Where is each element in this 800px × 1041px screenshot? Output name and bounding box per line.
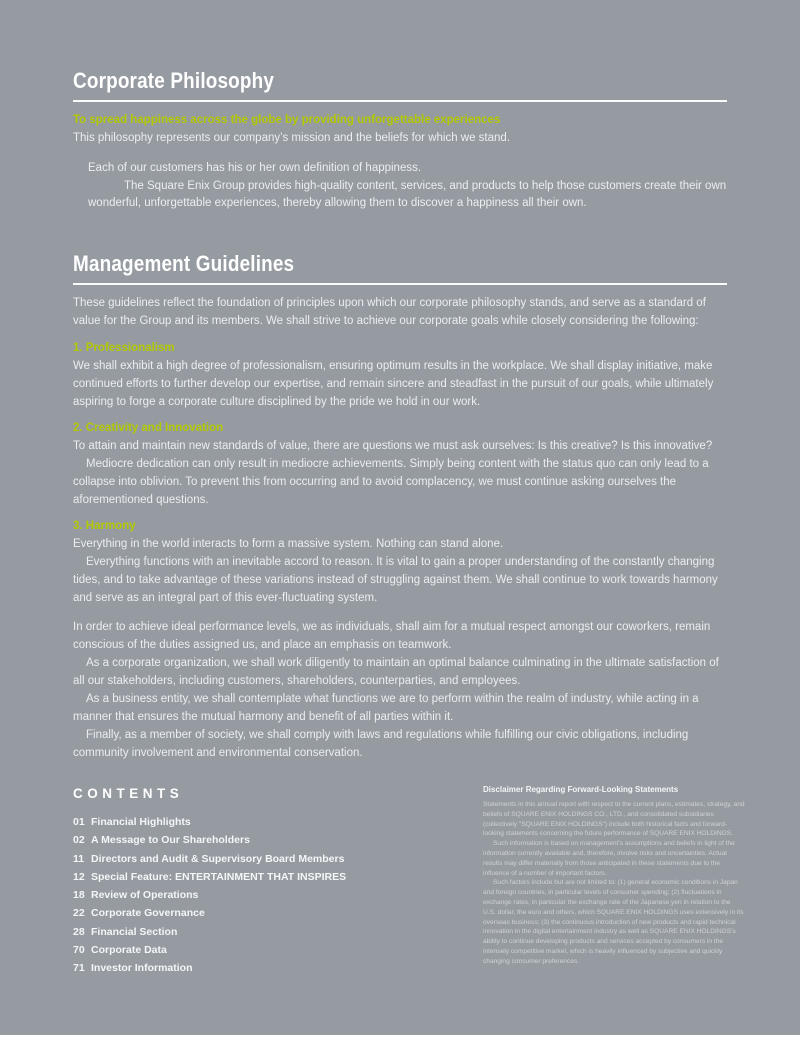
contents-item-label: Financial Section bbox=[91, 925, 178, 938]
disclaimer-title: Disclaimer Regarding Forward-Looking Statements bbox=[483, 785, 679, 794]
contents-item bbox=[73, 959, 453, 977]
corporate-philosophy-section bbox=[73, 68, 727, 213]
philosophy-subtitle: This philosophy represents our company’s mission and the beliefs for which we stand. bbox=[73, 132, 511, 144]
contents-item bbox=[73, 941, 453, 959]
contents-item bbox=[73, 831, 453, 849]
disclaimer-paragraph: Statements in this annual report with respect to the current plans, estimates, strategy, and beliefs of SQUARE ENIX HOLDINGS CO., LTD., and consolidated subsidiaries (collectively "SQUARE ENIX HOLDINGS") include both historical facts and forward-looking statements concerning the future performance of SQUARE ENIX HOLDINGS. bbox=[483, 801, 745, 838]
disclaimer-section bbox=[483, 785, 745, 967]
contents-section bbox=[73, 786, 453, 978]
guidelines-closing bbox=[73, 618, 727, 762]
contents-item-label: Financial Highlights bbox=[91, 816, 191, 828]
guideline-section bbox=[73, 517, 727, 607]
section-divider bbox=[73, 100, 727, 102]
contents-item bbox=[73, 886, 453, 904]
philosophy-tagline: To spread happiness across the globe by providing unforgettable experiences bbox=[73, 114, 501, 126]
closing-paragraph: As a business entity, we shall contemplate what functions we are to perform within the realm of industry, while acting in a manner that ensures the mutual harmony and benefit of all parties within it. bbox=[73, 693, 699, 723]
contents-item-label: Investor Information bbox=[91, 962, 193, 975]
contents-item-label: A Message to Our Shareholders bbox=[91, 834, 250, 847]
guideline-sections bbox=[73, 339, 727, 607]
closing-paragraph: In order to achieve ideal performance levels, we as individuals, shall aim for a mutual respect amongst our coworkers, remain conscious of the duties assigned us, and place an emphasis on teamwork. bbox=[73, 621, 711, 651]
contents-item-page-number: 70 bbox=[73, 944, 85, 957]
contents-item-label: Special Feature: ENTERTAINMENT THAT INSPIRES bbox=[91, 870, 347, 883]
contents-item bbox=[73, 850, 453, 868]
contents-item-label: Corporate Data bbox=[91, 944, 167, 957]
contents-item-label: Review of Operations bbox=[91, 889, 199, 902]
contents-item-label: Corporate Governance bbox=[91, 907, 205, 920]
page-bottom-strip bbox=[0, 1035, 800, 1041]
philosophy-body bbox=[88, 160, 727, 213]
disclaimer-body bbox=[483, 800, 745, 967]
guideline-section bbox=[73, 339, 727, 411]
contents-item-label: Directors and Audit & Supervisory Board Members bbox=[91, 852, 345, 865]
guideline-paragraph: We shall exhibit a high degree of professionalism, ensuring optimum results in the workplace. We shall display initiative, make continued efforts to further develop our expertise, and remain sincere and steadfast in the pursuit of our goals, while ultimately aspiring to forge a corporate culture disciplined by the pride we hold in our work. bbox=[73, 360, 714, 408]
contents-item-page-number: 22 bbox=[73, 907, 85, 920]
contents-item bbox=[73, 923, 453, 941]
disclaimer-paragraph: Such information is based on management’s assumptions and beliefs in light of the information currently available and, therefore, involve risks and uncertainties. Actual results may differ materially from those anticipated in these statements due to the influence of a number of important factors. bbox=[483, 840, 735, 877]
contents-item-page-number: 11 bbox=[73, 852, 85, 865]
contents-item bbox=[73, 904, 453, 922]
section-divider bbox=[73, 283, 727, 285]
contents-item-page-number: 12 bbox=[73, 870, 85, 883]
contents-item-page-number: 18 bbox=[73, 889, 85, 902]
guideline-paragraph: Everything functions with an inevitable accord to reason. It is vital to gain a proper understanding of the constantly changing tides, and to take advantage of these variations instead of struggling against them. We shall continue to work towards harmony and serve as an integral part of this ever-fluctuating system. bbox=[73, 556, 718, 604]
guideline-paragraph: Mediocre dedication can only result in mediocre achievements. Simply being content with the status quo can only lead to a collapse into oblivion. To prevent this from occurring and to avoid complacency, we must continue asking ourselves the aforementioned questions. bbox=[73, 458, 709, 506]
philosophy-body-first-line: Each of our customers has his or her own definition of happiness. bbox=[88, 162, 422, 174]
contents-item-page-number: 01 bbox=[73, 816, 85, 828]
closing-paragraph: Finally, as a member of society, we shall comply with laws and regulations while fulfilling our civic obligations, including community involvement and environmental conservation. bbox=[73, 729, 689, 759]
corporate-philosophy-title: Corporate Philosophy bbox=[73, 68, 275, 93]
management-guidelines-section bbox=[73, 251, 727, 762]
contents-item bbox=[73, 813, 453, 831]
management-guidelines-title: Management Guidelines bbox=[73, 251, 295, 276]
guideline-paragraph: To attain and maintain new standards of value, there are questions we must ask ourselves: Is this creative? Is this innovative? bbox=[73, 440, 713, 452]
guidelines-intro: These guidelines reflect the foundation of principles upon which our corporate philosophy stands, and serve as a standard of value for the Group and its members. We shall strive to achieve our corporate goals while closely considering the following: bbox=[73, 297, 706, 327]
contents-item-page-number: 02 bbox=[73, 834, 85, 847]
contents-list bbox=[73, 813, 453, 978]
contents-item-page-number: 71 bbox=[73, 962, 85, 975]
disclaimer-paragraph: Such factors include but are not limited to: (1) general economic conditions in Japan and foreign countries, in particular levels of consumer spending; (2) fluctuations in exchange rates, in particular the exchange rate of the Japanese yen in relation to the U.S. dollar, the euro and others, which SQUARE ENIX HOLDINGS uses extensively in its overseas business; (3) the continuous introduction of new products and rapid technical innovation in the digital entertainment industry as well as SQUARE ENIX HOLDINGS’s ability to continue developing products and services accepted by consumers in the intensely competitive market, which is heavily influenced by subjective and quickly changing consumer preferences. bbox=[483, 879, 744, 965]
closing-paragraph: As a corporate organization, we shall work diligently to maintain an optimal balance culminating in the ultimate satisfaction of all our stakeholders, including customers, shareholders, counterparties, and employees. bbox=[73, 657, 719, 687]
guideline-section-heading: 2. Creativity and Innovation bbox=[73, 422, 224, 434]
guideline-section-heading: 1. Professionalism bbox=[73, 342, 175, 354]
philosophy-body-continued: The Square Enix Group provides high-quality content, services, and products to help those customers create their own wonderful, unforgettable experiences, thereby allowing them to discover a happiness all their own. bbox=[88, 179, 727, 209]
contents-item-page-number: 28 bbox=[73, 925, 85, 938]
guideline-section bbox=[73, 419, 727, 509]
guideline-paragraph: Everything in the world interacts to form a massive system. Nothing can stand alone. bbox=[73, 538, 504, 550]
contents-title: CONTENTS bbox=[73, 786, 184, 801]
contents-item bbox=[73, 868, 453, 886]
guideline-section-heading: 3. Harmony bbox=[73, 520, 136, 532]
